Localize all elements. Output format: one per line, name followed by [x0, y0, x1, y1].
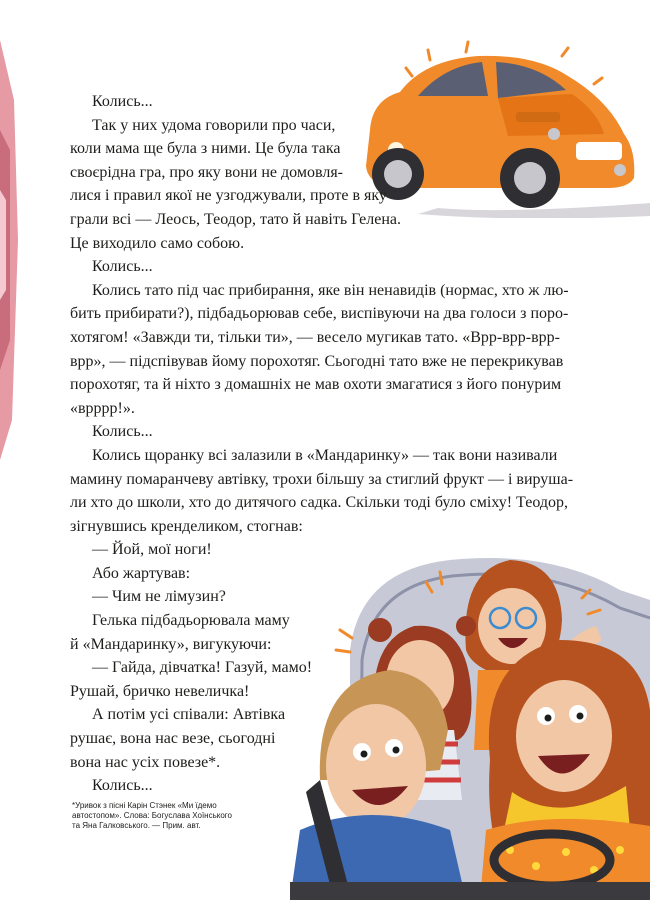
left-edge-illustration: [0, 40, 20, 460]
story-line: — Йой, мої ноги!: [92, 541, 212, 559]
story-line: А потім усі співали: Автівка: [92, 706, 286, 724]
motion-line: [594, 78, 602, 84]
story-line: рушає, вона нас везе, сьогодні: [70, 730, 276, 748]
story-line: Рушай, бричко невеличка!: [70, 682, 250, 700]
story-line: Так у них удома говорили про часи,: [92, 116, 336, 134]
story-line: Колись тато під час прибирання, яке він ненавидів (нормас, хто ж лю-: [92, 281, 569, 299]
story-line: Колись...: [92, 93, 153, 110]
story-line: вона нас усіх повезе*.: [70, 753, 221, 771]
story-line: ли хто до школи, хто до дитячого садка. Скільки тоді було сміху! Теодор,: [70, 494, 568, 512]
story-line: бить прибирати?), підбадьорював себе, виспівуючи на два голоси з поро-: [70, 305, 569, 323]
motion-line: [340, 630, 352, 638]
story-line: мамину помаранчеву автівку, трохи більшу за стиглий фрукт — і вируша-: [70, 470, 574, 488]
motion-line: [406, 68, 412, 76]
story-line: порохотяг, та й ніхто з домашніх не мав охоти змагатися з його понурим: [70, 376, 562, 394]
story-line: — Гайда, дівчатка! Газуй, мамо!: [92, 659, 313, 677]
story-line: коли мама ще була з ними. Це була така: [70, 140, 341, 158]
story-line: лися і правил якої не узгоджували, проте в яку: [70, 187, 387, 205]
motion-line: [336, 650, 350, 652]
story-line: — Чим не лімузин?: [92, 588, 226, 606]
story-line: грали всі — Леось, Теодор, тато й навіть Гелена.: [70, 210, 401, 228]
story-line: хотягом! «Завжди ти, тільки ти», — весело мугикав тато. «Врр-врр-врр-: [70, 328, 560, 346]
story-line: Колись...: [92, 258, 153, 276]
story-line: своєрідна гра, про яку вони не домовля-: [70, 163, 344, 181]
story-line: «врррр!».: [70, 399, 135, 417]
footnote-line: *Уривок з пісні Карін Стэнек «Ми їдемо: [72, 801, 217, 810]
motion-line: [562, 48, 568, 56]
story-line: Колись щоранку всі залазили в «Мандаринку» — так вони називали: [92, 446, 558, 464]
family-in-car-illustration: [290, 530, 650, 900]
footnote-line: автостопом». Слова: Богуслава Хоїнського: [72, 811, 232, 820]
story-line: врр», — підспівував йому порохотяг. Сьогодні тато вже не перекрикував: [70, 352, 564, 370]
story-line: Колись...: [92, 423, 153, 441]
story-line: Гелька підбадьорювала маму: [92, 612, 290, 630]
footnote-line: та Яна Галковського. — Прим. авт.: [72, 821, 201, 830]
story-line: Це виходило само собою.: [70, 234, 245, 252]
story-line: й «Мандаринку», вигукуючи:: [70, 635, 272, 653]
motion-line: [440, 572, 442, 584]
story-line: зігнувшись кренделиком, стогнав:: [70, 517, 303, 535]
story-line: Або жартував:: [92, 564, 191, 582]
motion-line: [466, 42, 468, 52]
motion-line: [428, 50, 430, 60]
story-line: Колись...: [92, 777, 153, 795]
footnote: [72, 801, 292, 831]
